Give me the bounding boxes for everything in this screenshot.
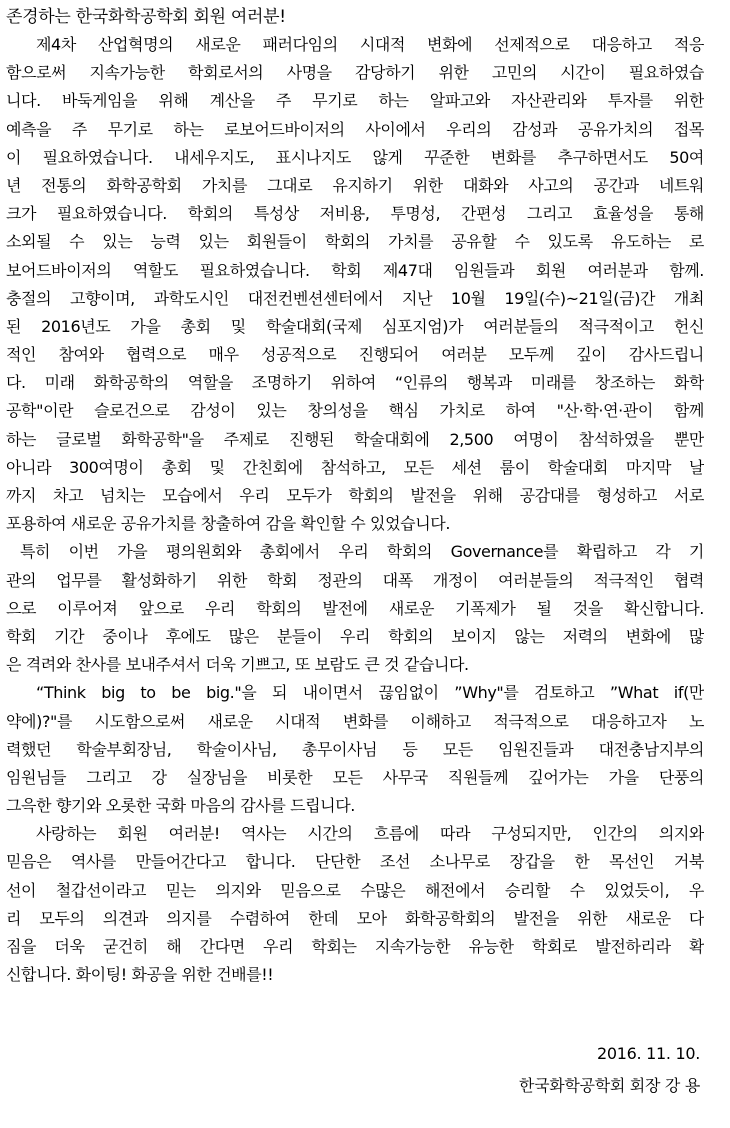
body-line: 보어드바이저의 역할도 필요하였습니다. 학회 제47대 임원들과 회원 여러분과 함께.	[6, 260, 704, 280]
body-line: 력했던 학술부회장님, 학술이사님, 총무이사님 등 모든 임원진들과 대전충남지부의	[6, 739, 704, 759]
letter-document	[6, 0, 704, 989]
body-line: 으로 이루어져 앞으로 우리 학회의 발전에 새로운 기폭제가 될 것을 확신합니다.	[6, 598, 704, 618]
body-line: 년 전통의 화학공학회 가치를 그대로 유지하기 위한 대화와 사고의 공간과 네트워	[6, 175, 704, 195]
body-line: 은 격려와 찬사를 보내주셔서 더욱 기쁘고, 또 보람도 큰 것 같습니다.	[6, 655, 469, 675]
body-line: 그윽한 향기와 오롯한 국화 마음의 감사를 드립니다.	[6, 796, 355, 816]
body-line: 선이 철갑선이라고 믿는 의지와 믿음으로 수많은 해전에서 승리할 수 있었듯이, 우	[6, 880, 704, 900]
body-line: 예측을 주 무기로 하는 로보어드바이저의 사이에서 우리의 감성과 공유가치의 접목	[6, 119, 704, 139]
greeting: 존경하는 한국화학공학회 회원 여러분!	[6, 7, 286, 27]
body-line: 사랑하는 회원 여러분! 역사는 시간의 흐름에 따라 구성되지만, 인간의 의지와	[36, 824, 704, 844]
body-line: 임원님들 그리고 강 실장님을 비롯한 모든 사무국 직원들께 깊어가는 가을 단풍의	[6, 767, 704, 787]
body-line: 짐을 더욱 굳건히 해 간다면 우리 학회는 지속가능한 유능한 학회로 발전하리라 확	[6, 937, 704, 956]
body-line: 까지 차고 넘치는 모습에서 우리 모두가 학회의 발전을 위해 공감대를 형성하고 서로	[6, 486, 704, 505]
body-line: 관의 업무를 활성화하기 위한 학회 정관의 대폭 개정이 여러분들의 적극적인 협력	[6, 570, 704, 590]
body-line: “Think big to be big."을 되 내이면서 끊임없이 ”Why"를 검토하고 ”What if(만	[36, 683, 704, 703]
body-line: 제4차 산업혁명의 새로운 패러다임의 시대적 변화에 선제적으로 대응하고 적응	[36, 35, 704, 54]
body-line: 함으로써 지속가능한 학회로서의 사명을 감당하기 위한 고민의 시간이 필요하였습	[6, 63, 704, 83]
body-line: 소외될 수 있는 능력 있는 회원들이 학회의 가치를 공유할 수 있도록 유도하는 로	[6, 232, 704, 252]
body-line: 다. 미래 화학공학의 역할을 조명하기 위하여 “인류의 행복과 미래를 창조하는 화학	[6, 373, 704, 393]
letter-date: 2016. 11. 10.	[597, 1044, 700, 1063]
body-line: 충절의 고향이며, 과학도시인 대전컨벤션센터에서 지난 10월 19일(수)~21일(금)간 개최	[6, 288, 704, 308]
body-line: 된 2016년도 가을 총회 및 학술대회(국제 심포지엄)가 여러분들의 적극적이고 헌신	[6, 316, 704, 336]
body-line: 포용하여 새로운 공유가치를 창출하여 감을 확인할 수 있었습니다.	[6, 514, 451, 534]
body-line: 공학"이란 슬로건으로 감성이 있는 창의성을 핵심 가치로 하여 "산·학·연·관이 함께	[6, 401, 704, 421]
body-line: 약에)?"를 시도함으로써 새로운 시대적 변화를 이해하고 적극적으로 대응하고자 노	[6, 711, 704, 731]
body-line: 이 필요하였습니다. 내세우지도, 표시나지도 않게 꾸준한 변화를 추구하면서도 50여	[6, 147, 704, 167]
body-line: 적인 참여와 협력으로 매우 성공적으로 진행되어 여러분 모두께 깊이 감사드립니	[6, 345, 704, 365]
body-line: 특히 이번 가을 평의원회와 총회에서 우리 학회의 Governance를 확립하고 각 기	[20, 542, 704, 562]
body-line: 니다. 바둑게임을 위해 계산을 주 무기로 하는 알파고와 자산관리와 투자를 위한	[6, 91, 704, 111]
body-line: 하는 글로벌 화학공학"을 주제로 진행된 학술대회에 2,500 여명이 참석하였을 뿐만	[6, 429, 704, 449]
body-line: 크가 필요하였습니다. 학회의 특성상 저비용, 투명성, 간편성 그리고 효율성을 통해	[6, 204, 704, 224]
body-line: 리 모두의 의견과 의지를 수렴하여 한데 모아 화학공학회의 발전을 위한 새로운 다	[6, 908, 704, 928]
body-line: 믿음은 역사를 만들어간다고 합니다. 단단한 조선 소나무로 장갑을 한 목선인 거북	[6, 852, 704, 872]
body-line: 학회 기간 중이나 후에도 많은 분들이 우리 학회의 보이지 않는 저력의 변화에 많	[6, 626, 704, 646]
body-line: 신합니다. 화이팅! 화공을 위한 건배를!!	[6, 965, 274, 985]
letter-body	[6, 31, 704, 989]
signer-line: 한국화학공학회 회장 강 용	[518, 1076, 700, 1095]
body-line: 아니라 300여명이 총회 및 간친회에 참석하고, 모든 세션 룸이 학술대회 마지막 날	[6, 457, 704, 477]
